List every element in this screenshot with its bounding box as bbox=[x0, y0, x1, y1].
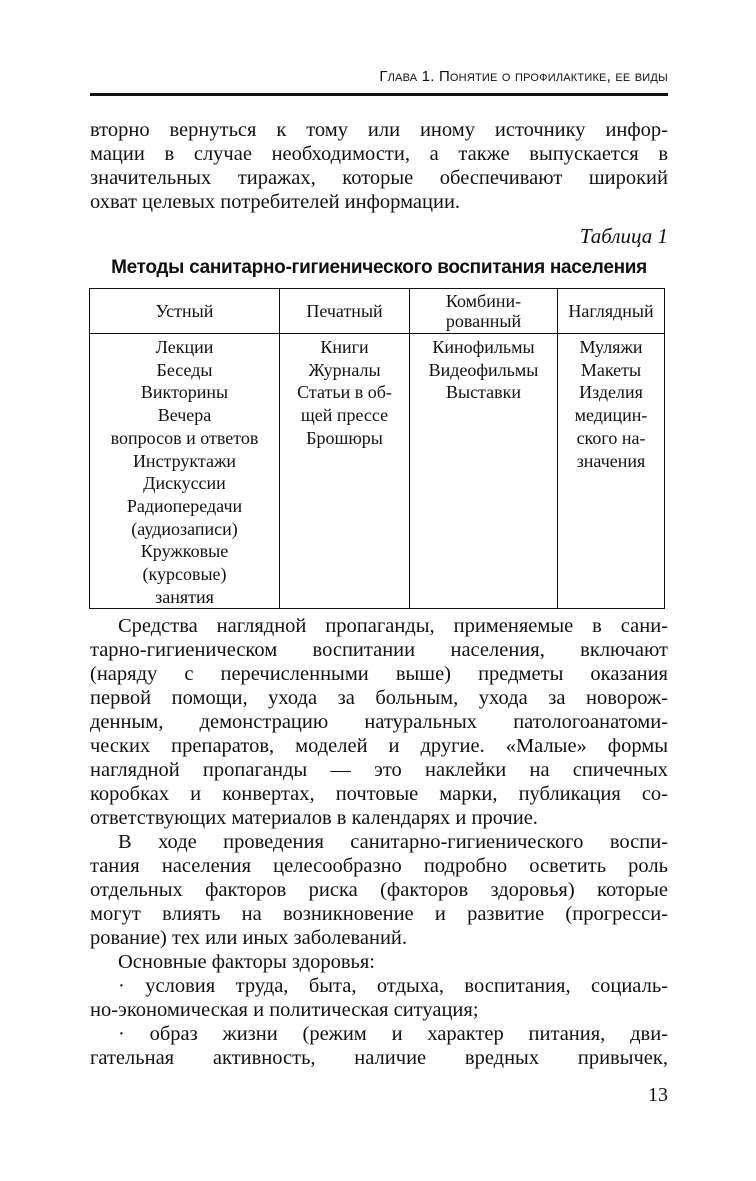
list-item: Инструктажи bbox=[132, 450, 237, 471]
text-line: но-экономическая и политическая ситуация; bbox=[90, 999, 479, 1021]
intro-paragraph bbox=[90, 118, 668, 214]
text-line: ческих препаратов, моделей и другие. «Малые» формы bbox=[90, 735, 668, 757]
column-header-visual bbox=[558, 289, 665, 334]
text-line: · образ жизни (режим и характер питания, дви- bbox=[118, 1023, 668, 1045]
list-item: Изделия bbox=[579, 382, 643, 403]
column-header-line: Печатный bbox=[306, 301, 383, 321]
cell-combined-methods bbox=[410, 334, 558, 609]
list-item: Муляжи bbox=[579, 337, 643, 357]
text-line: рование) тех или иных заболеваний. bbox=[90, 927, 408, 949]
list-item: занятия bbox=[155, 586, 214, 607]
list-item: Статьи в об- bbox=[297, 382, 392, 403]
text-line: ответствующих материалов в календарях и прочие. bbox=[90, 807, 538, 829]
text-line: тания населения целесообразно подробно осветить роль bbox=[90, 855, 668, 877]
text-line: вторно вернуться к тому или иному источнику инфор- bbox=[90, 119, 668, 141]
list-item: Викторины bbox=[140, 382, 229, 403]
list-item: Дискуссии bbox=[143, 473, 226, 494]
text-line: В ходе проведения санитарно-гигиенического воспи- bbox=[118, 831, 668, 853]
list-item: Выставки bbox=[445, 382, 522, 403]
list-item: Журналы bbox=[308, 359, 381, 380]
cell-oral-methods bbox=[90, 334, 280, 609]
cell-print-methods bbox=[280, 334, 410, 609]
list-item: Книги bbox=[320, 337, 369, 357]
text-line: первой помощи, ухода за больным, ухода за новорож- bbox=[90, 687, 668, 709]
bullet-conditions bbox=[90, 974, 668, 1022]
text-line: Основные факторы здоровья: bbox=[118, 951, 375, 973]
list-item: значения bbox=[576, 450, 646, 471]
text-line: значительных тиражах, которые обеспечивают широкий bbox=[90, 167, 668, 189]
bullet-lifestyle bbox=[90, 1022, 668, 1070]
column-header-line: Наглядный bbox=[568, 301, 654, 321]
page-number: 13 bbox=[648, 1084, 668, 1106]
paragraph-risk-factors bbox=[90, 830, 668, 950]
paragraph-main-factors bbox=[90, 950, 668, 974]
list-item: Беседы bbox=[156, 359, 213, 380]
text-line: мации в случае необходимости, а также выпускается в bbox=[90, 143, 668, 165]
column-header-print bbox=[280, 289, 410, 334]
table-title: Методы санитарно-гигиенического воспитания населения bbox=[111, 257, 647, 278]
list-item: медицин- bbox=[574, 405, 648, 426]
list-item: Вечера bbox=[157, 405, 212, 426]
column-header-line: Устный bbox=[155, 301, 214, 321]
text-line: денным, демонстрацию натуральных патологоанатоми- bbox=[90, 711, 668, 733]
list-item: вопросов и ответов bbox=[110, 427, 259, 448]
column-header-oral bbox=[90, 289, 280, 334]
column-header-line: рованный bbox=[445, 311, 522, 331]
text-line: охват целевых потребителей информации. bbox=[90, 191, 461, 213]
list-item: Лекции bbox=[155, 337, 214, 357]
paragraph-visual-aids bbox=[90, 614, 668, 830]
list-item: щей прессе bbox=[300, 405, 389, 426]
cell-visual-methods bbox=[558, 334, 665, 609]
list-item: Радиопередачи bbox=[126, 495, 243, 516]
table-header-row bbox=[90, 289, 665, 334]
list-item: Видеофильмы bbox=[428, 359, 539, 380]
list-item: (курсовые) bbox=[142, 564, 227, 585]
text-line: могут влиять на возникновение и развитие (прогресси- bbox=[90, 903, 668, 925]
table-row bbox=[90, 334, 665, 609]
list-item: ского на- bbox=[576, 427, 646, 448]
list-item: Кинофильмы bbox=[432, 337, 535, 357]
text-line: отдельных факторов риска (факторов здоровья) которые bbox=[90, 879, 668, 901]
list-item: (аудиозаписи) bbox=[131, 518, 238, 539]
column-header-line: Комбини- bbox=[445, 291, 522, 311]
running-header: Глава 1. Понятие о профилактике, ее виды bbox=[379, 68, 668, 85]
list-item: Брошюры bbox=[306, 427, 383, 448]
text-line: Средства наглядной пропаганды, применяемые в сани- bbox=[118, 615, 668, 637]
text-line: наглядной пропаганды — это наклейки на спичечных bbox=[90, 759, 668, 781]
column-header-combined bbox=[410, 289, 558, 334]
list-item: Кружковые bbox=[140, 541, 229, 562]
list-item: Макеты bbox=[580, 359, 642, 380]
text-line: (наряду с перечисленными выше) предметы оказания bbox=[90, 663, 668, 685]
text-line: гательная активность, наличие вредных привычек, bbox=[90, 1047, 668, 1069]
text-line: коробках и конвертах, почтовые марки, публикация со- bbox=[90, 783, 668, 805]
table-label: Таблица 1 bbox=[579, 224, 668, 248]
header-rule bbox=[90, 93, 668, 96]
methods-table bbox=[89, 288, 665, 609]
text-line: · условия труда, быта, отдыха, воспитания, социаль- bbox=[118, 975, 668, 997]
text-line: тарно-гигиеническом воспитании населения, включают bbox=[90, 639, 668, 661]
